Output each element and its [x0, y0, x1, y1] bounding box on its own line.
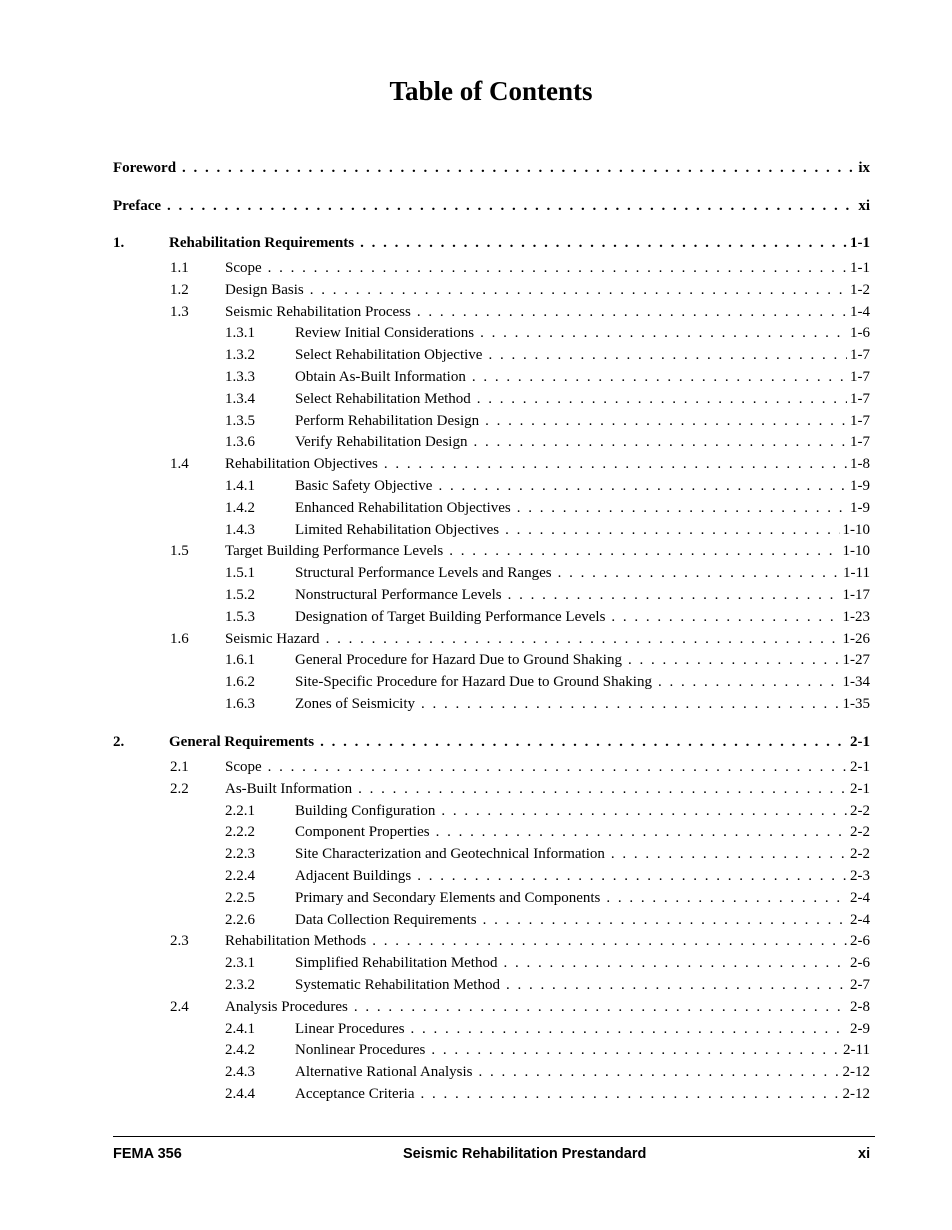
page-title: Table of Contents — [389, 76, 593, 106]
toc-entry-page: 1-10 — [842, 543, 870, 560]
toc-entry-number: 1.6.1 — [225, 652, 255, 669]
toc-entry-number: 1.3 — [170, 303, 189, 320]
toc-entry-number: 1. — [113, 235, 125, 251]
toc-entry[interactable] — [113, 975, 870, 995]
toc-entry-title: Primary and Secondary Elements and Components — [295, 889, 601, 906]
toc-entry[interactable] — [113, 672, 870, 692]
toc-leader-dots — [483, 910, 847, 930]
toc-entry[interactable] — [113, 694, 870, 714]
toc-entry-page: 2-4 — [850, 889, 870, 906]
toc-entry[interactable] — [113, 1019, 870, 1039]
toc-leader-dots — [477, 389, 847, 409]
toc-entry-number: 2.4.1 — [225, 1020, 255, 1037]
toc-entry-number: 2.2.3 — [225, 846, 255, 863]
toc-entry-number: 1.3.6 — [225, 434, 255, 451]
toc-entry[interactable] — [113, 953, 870, 973]
toc-entry-title: General Requirements — [169, 734, 315, 750]
toc-entry[interactable] — [113, 757, 870, 777]
toc-leader-dots — [411, 1019, 847, 1039]
toc-entry[interactable] — [113, 520, 870, 540]
toc-leader-dots — [558, 563, 840, 583]
toc-entry-title: Acceptance Criteria — [295, 1086, 415, 1102]
toc-entry-page: 1-1 — [850, 260, 870, 276]
toc-entry[interactable] — [113, 910, 870, 930]
toc-entry-number: 2.2 — [170, 780, 189, 797]
toc-entry-number: 1.5.2 — [225, 587, 255, 603]
toc-entry-number: 2.2.1 — [225, 802, 255, 819]
toc-entry-number: 1.4.1 — [225, 478, 255, 494]
toc-entry-title: Target Building Performance Levels — [225, 543, 444, 560]
toc-entry[interactable] — [113, 629, 870, 649]
toc-entry-page: 2-1 — [850, 759, 870, 775]
toc-entry[interactable] — [113, 389, 870, 409]
toc-entry-title: Zones of Seismicity — [295, 696, 415, 712]
toc-entry-number: 1.6.2 — [225, 674, 255, 691]
toc-entry-page: 2-6 — [850, 955, 870, 972]
toc-entry[interactable] — [113, 1040, 870, 1060]
toc-entry-page: ix — [858, 160, 870, 176]
toc-entry-number: 2.4 — [170, 998, 189, 1015]
toc-entry-number: 2.1 — [170, 759, 189, 775]
toc-leader-dots — [505, 520, 839, 540]
toc-entry-page: 1-10 — [842, 521, 870, 538]
toc-entry-number: 1.1 — [170, 260, 189, 276]
toc-entry-number: 1.2 — [170, 281, 189, 298]
footer-rule — [113, 1136, 875, 1137]
toc-entry-title: Limited Rehabilitation Objectives — [295, 521, 500, 538]
toc-entry-number: 1.3.1 — [225, 325, 255, 342]
toc-leader-dots — [628, 650, 840, 670]
toc-entry[interactable] — [113, 931, 870, 951]
toc-entry-number: 1.6.3 — [225, 696, 255, 712]
toc-entry-number: 2. — [113, 734, 125, 750]
toc-entry-number: 1.3.4 — [225, 390, 255, 407]
toc-entry-number: 2.2.6 — [225, 911, 255, 928]
toc-leader-dots — [354, 997, 847, 1017]
toc-entry-title: Scope — [225, 759, 262, 775]
toc-entry-page: 1-26 — [842, 630, 870, 647]
toc-entry-title: Alternative Rational Analysis — [295, 1064, 473, 1081]
toc-entry-title: Simplified Rehabilitation Method — [295, 955, 498, 972]
toc-leader-dots — [449, 541, 839, 561]
toc-entry-title: Basic Safety Objective — [295, 478, 433, 494]
toc-entry-title: Rehabilitation Objectives — [225, 456, 378, 473]
toc-entry-number: 2.4.4 — [225, 1086, 255, 1102]
toc-entry-title: Verify Rehabilitation Design — [295, 434, 468, 451]
toc-entry-title: Structural Performance Levels and Ranges — [295, 565, 552, 582]
toc-entry-page: 1-7 — [850, 347, 870, 364]
toc-entry-title: Nonlinear Procedures — [295, 1042, 426, 1059]
toc-leader-dots — [441, 801, 847, 821]
toc-leader-dots — [326, 629, 840, 649]
toc-entry-number: 1.4 — [170, 456, 189, 473]
toc-entry-number: 1.3.2 — [225, 347, 255, 364]
toc-leader-dots — [417, 302, 847, 322]
toc-entry-title: Seismic Hazard — [225, 630, 320, 647]
toc-entry-title: Review Initial Considerations — [295, 325, 475, 342]
toc-leader-dots — [436, 822, 847, 842]
toc-leader-dots — [485, 411, 847, 431]
toc-entry-title: General Procedure for Hazard Due to Ground Shaking — [295, 652, 622, 669]
toc-entry[interactable] — [113, 411, 870, 431]
toc-entry-title: Designation of Target Building Performance Levels — [295, 608, 606, 625]
toc-entry-page: 1-7 — [850, 412, 870, 429]
toc-entry-title: Site Characterization and Geotechnical Information — [295, 846, 605, 863]
toc-leader-dots — [517, 498, 847, 518]
toc-entry-number: 1.5.3 — [225, 608, 255, 625]
toc-entry-page: 2-2 — [850, 824, 870, 841]
toc-entry-title: Foreword — [113, 160, 177, 176]
toc-entry-page: 2-6 — [850, 933, 870, 950]
toc-entry-number: 1.4.3 — [225, 521, 255, 538]
toc-entry[interactable] — [113, 1062, 870, 1082]
footer-title: Seismic Rehabilitation Prestandard — [403, 1146, 647, 1162]
toc-entry[interactable] — [113, 1084, 870, 1104]
toc-leader-dots — [508, 585, 840, 605]
toc-entry-title: Adjacent Buildings — [295, 868, 412, 884]
toc-entry-number: 2.4.3 — [225, 1064, 255, 1081]
toc-entry-title: Design Basis — [225, 281, 304, 298]
toc-entry-number: 1.3.5 — [225, 412, 255, 429]
toc-entry-page: 2-9 — [850, 1020, 870, 1037]
toc-entry-number: 2.4.2 — [225, 1042, 255, 1059]
toc-entry-page: 1-7 — [850, 369, 870, 385]
toc-entry[interactable] — [113, 888, 870, 908]
toc-entry[interactable] — [113, 233, 870, 253]
toc-entry[interactable] — [113, 779, 870, 799]
toc-entry[interactable] — [113, 258, 870, 278]
toc-entry-number: 2.3 — [170, 933, 189, 950]
toc-entry-title: Linear Procedures — [295, 1020, 405, 1037]
toc-entry-page: 2-12 — [842, 1086, 870, 1102]
toc-entry-page: 2-12 — [842, 1064, 870, 1081]
toc-leader-dots — [182, 158, 855, 178]
toc-entry-page: 1-6 — [850, 325, 870, 342]
toc-entry-title: Component Properties — [295, 824, 430, 841]
toc-leader-dots — [658, 672, 840, 692]
toc-entry-page: 1-9 — [850, 478, 870, 494]
toc-leader-dots — [478, 1062, 839, 1082]
toc-leader-dots — [480, 323, 847, 343]
toc-entry-page: 1-7 — [850, 390, 870, 407]
footer-publication: FEMA 356 — [113, 1146, 182, 1162]
toc-entry-title: Select Rehabilitation Objective — [295, 347, 483, 364]
toc-leader-dots — [421, 694, 840, 714]
toc-entry-number: 1.5 — [170, 543, 189, 560]
toc-entry-page: 2-1 — [850, 780, 870, 797]
toc-leader-dots — [488, 345, 847, 365]
toc-entry[interactable] — [113, 607, 870, 627]
toc-entry-title: Data Collection Requirements — [295, 911, 477, 928]
toc-leader-dots — [417, 866, 847, 886]
toc-entry[interactable] — [113, 498, 870, 518]
toc-entry-title: Site-Specific Procedure for Hazard Due to Ground Shaking — [295, 674, 652, 691]
toc-entry[interactable] — [113, 196, 870, 216]
toc-leader-dots — [606, 888, 847, 908]
toc-entry[interactable] — [113, 280, 870, 300]
toc-entry-page: 1-17 — [842, 587, 870, 603]
toc-entry[interactable] — [113, 302, 870, 322]
toc-entry-number: 2.2.2 — [225, 824, 255, 841]
toc-entry-title: Analysis Procedures — [225, 998, 348, 1015]
toc-entry-number: 1.3.3 — [225, 369, 255, 385]
toc-entry-page: 2-8 — [850, 998, 870, 1015]
toc-leader-dots — [268, 258, 847, 278]
toc-entry[interactable] — [113, 844, 870, 864]
toc-entry-title: As-Built Information — [225, 780, 353, 797]
toc-entry-title: Building Configuration — [295, 802, 436, 819]
toc-leader-dots — [611, 844, 847, 864]
toc-entry[interactable] — [113, 866, 870, 886]
toc-leader-dots — [611, 607, 839, 627]
toc-entry-page: 1-2 — [850, 281, 870, 298]
toc-entry-title: Rehabilitation Methods — [225, 933, 367, 950]
toc-entry[interactable] — [113, 563, 870, 583]
toc-entry[interactable] — [113, 801, 870, 821]
toc-entry[interactable] — [113, 541, 870, 561]
toc-leader-dots — [438, 476, 847, 496]
toc-entry-page: 1-11 — [843, 565, 870, 582]
toc-entry[interactable] — [113, 432, 870, 452]
toc-entry-number: 2.2.4 — [225, 868, 255, 884]
toc-entry-number: 1.6 — [170, 630, 189, 647]
toc-leader-dots — [358, 779, 847, 799]
toc-leader-dots — [503, 953, 847, 973]
toc-entry[interactable] — [113, 454, 870, 474]
toc-leader-dots — [384, 454, 847, 474]
toc-entry-title: Perform Rehabilitation Design — [295, 412, 480, 429]
toc-leader-dots — [431, 1040, 840, 1060]
toc-entry-title: Select Rehabilitation Method — [295, 390, 471, 407]
toc-entry-number: 2.3.2 — [225, 977, 255, 993]
toc-entry-title: Rehabilitation Requirements — [169, 235, 355, 251]
toc-entry-title: Obtain As-Built Information — [295, 369, 466, 385]
toc-leader-dots — [320, 732, 847, 752]
toc-entry-number: 1.4.2 — [225, 499, 255, 516]
toc-entry-title: Enhanced Rehabilitation Objectives — [295, 499, 511, 516]
toc-entry-page: 1-4 — [850, 303, 870, 320]
toc-entry-page: xi — [858, 198, 870, 214]
toc-entry[interactable] — [113, 476, 870, 496]
toc-entry-page: 1-34 — [842, 674, 870, 691]
toc-entry-number: 2.3.1 — [225, 955, 255, 972]
toc-entry-number: 2.2.5 — [225, 889, 255, 906]
toc-entry-page: 2-11 — [843, 1042, 870, 1059]
toc-leader-dots — [310, 280, 847, 300]
toc-leader-dots — [372, 931, 847, 951]
toc-leader-dots — [268, 757, 847, 777]
toc-entry-page: 2-2 — [850, 802, 870, 819]
toc-entry-page: 1-7 — [850, 434, 870, 451]
toc-entry-title: Preface — [113, 198, 162, 214]
toc-entry[interactable] — [113, 367, 870, 387]
toc-entry-page: 1-23 — [842, 608, 870, 625]
footer-page-number: xi — [858, 1146, 871, 1162]
toc-leader-dots — [506, 975, 847, 995]
toc-entry[interactable] — [113, 323, 870, 343]
toc-entry-page: 2-3 — [850, 868, 870, 884]
toc-entry-page: 1-27 — [842, 652, 870, 669]
toc-entry-title: Nonstructural Performance Levels — [295, 587, 502, 603]
toc-entry[interactable] — [113, 345, 870, 365]
toc-entry-title: Systematic Rehabilitation Method — [295, 977, 500, 993]
toc-entry-title: Seismic Rehabilitation Process — [225, 303, 411, 320]
toc-leader-dots — [167, 196, 855, 216]
toc-entry[interactable] — [113, 822, 870, 842]
toc-leader-dots — [472, 367, 847, 387]
toc-entry-page: 2-2 — [850, 846, 870, 863]
toc-entry-page: 2-4 — [850, 911, 870, 928]
toc-leader-dots — [421, 1084, 840, 1104]
toc-entry-page: 1-8 — [850, 456, 870, 473]
toc-leader-dots — [473, 432, 847, 452]
toc-entry-page: 1-1 — [850, 235, 870, 251]
toc-entry[interactable] — [113, 650, 870, 670]
toc-entry[interactable] — [113, 997, 870, 1017]
toc-entry-page: 2-1 — [850, 734, 870, 750]
toc-entry[interactable] — [113, 585, 870, 605]
toc-entry-title: Scope — [225, 260, 262, 276]
toc-entry-number: 1.5.1 — [225, 565, 255, 582]
toc-entry[interactable] — [113, 732, 870, 752]
toc-entry-page: 1-35 — [842, 696, 870, 712]
toc-entry-page: 2-7 — [850, 977, 870, 993]
toc-leader-dots — [360, 233, 847, 253]
toc-entry[interactable] — [113, 158, 870, 178]
toc-entry-page: 1-9 — [850, 499, 870, 516]
